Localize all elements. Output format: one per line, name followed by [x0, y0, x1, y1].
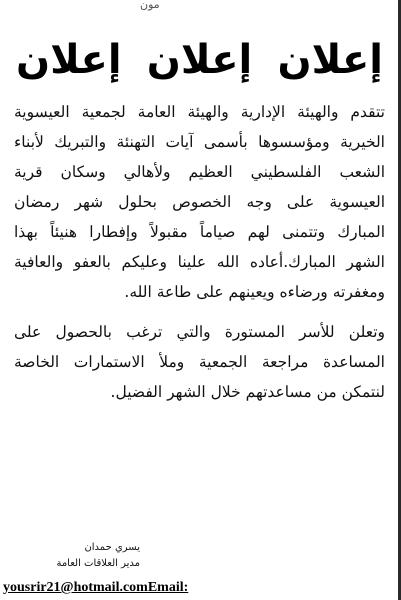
body-line: تتقدم والهيئة الإدارية والهيئة العامة لجمعية العيسوية: [14, 103, 385, 121]
paragraph-assistance: [14, 317, 385, 407]
corner-handwritten-mark: مون: [140, 0, 160, 11]
body-line: وتعلن للأسر المستورة والتي ترغب بالحصول على: [14, 323, 385, 341]
signatory-name: يسري حمدان: [84, 542, 140, 553]
body-line: الشهر المبارك.أعاده الله علينا وعليكم بالعفو والعافية: [14, 253, 385, 271]
body-line: المبارك وتتمنى لهم صياماً مقبولاً وإفطارا هنيئاً بهذا: [14, 223, 385, 241]
heading-word: إعلان: [146, 37, 253, 83]
body-line: الخيرية ومؤسسوها بأسمى آيات التهنئة والتبريك لأبناء: [14, 133, 385, 151]
announcement-heading: [0, 30, 401, 90]
body-line: المساعدة مراجعة الجمعية وملأ الاستمارات الخاصة: [14, 353, 385, 371]
contact-email: yousrir21@hotmail.comEmail:: [3, 580, 189, 595]
heading-word: إعلان: [16, 37, 122, 83]
heading-word: إعلان: [277, 37, 383, 83]
body-line: لنتمكن من مساعدتهم خلال الشهر الفضيل.: [110, 383, 385, 401]
signatory-title: مدير العلاقات العامة: [56, 558, 140, 569]
body-line: ومغفرته ورضاءه ويعينهم على طاعة الله.: [124, 283, 385, 301]
signature-block: [30, 540, 140, 572]
paragraph-greeting: [14, 97, 385, 307]
announcement-body: [14, 97, 385, 407]
body-line: العيسوية على وجه الخصوص بحلول شهر رمضان: [14, 193, 385, 211]
body-line: الشعب الفلسطيني العظيم ولأهالي وسكان قرية: [14, 163, 385, 181]
